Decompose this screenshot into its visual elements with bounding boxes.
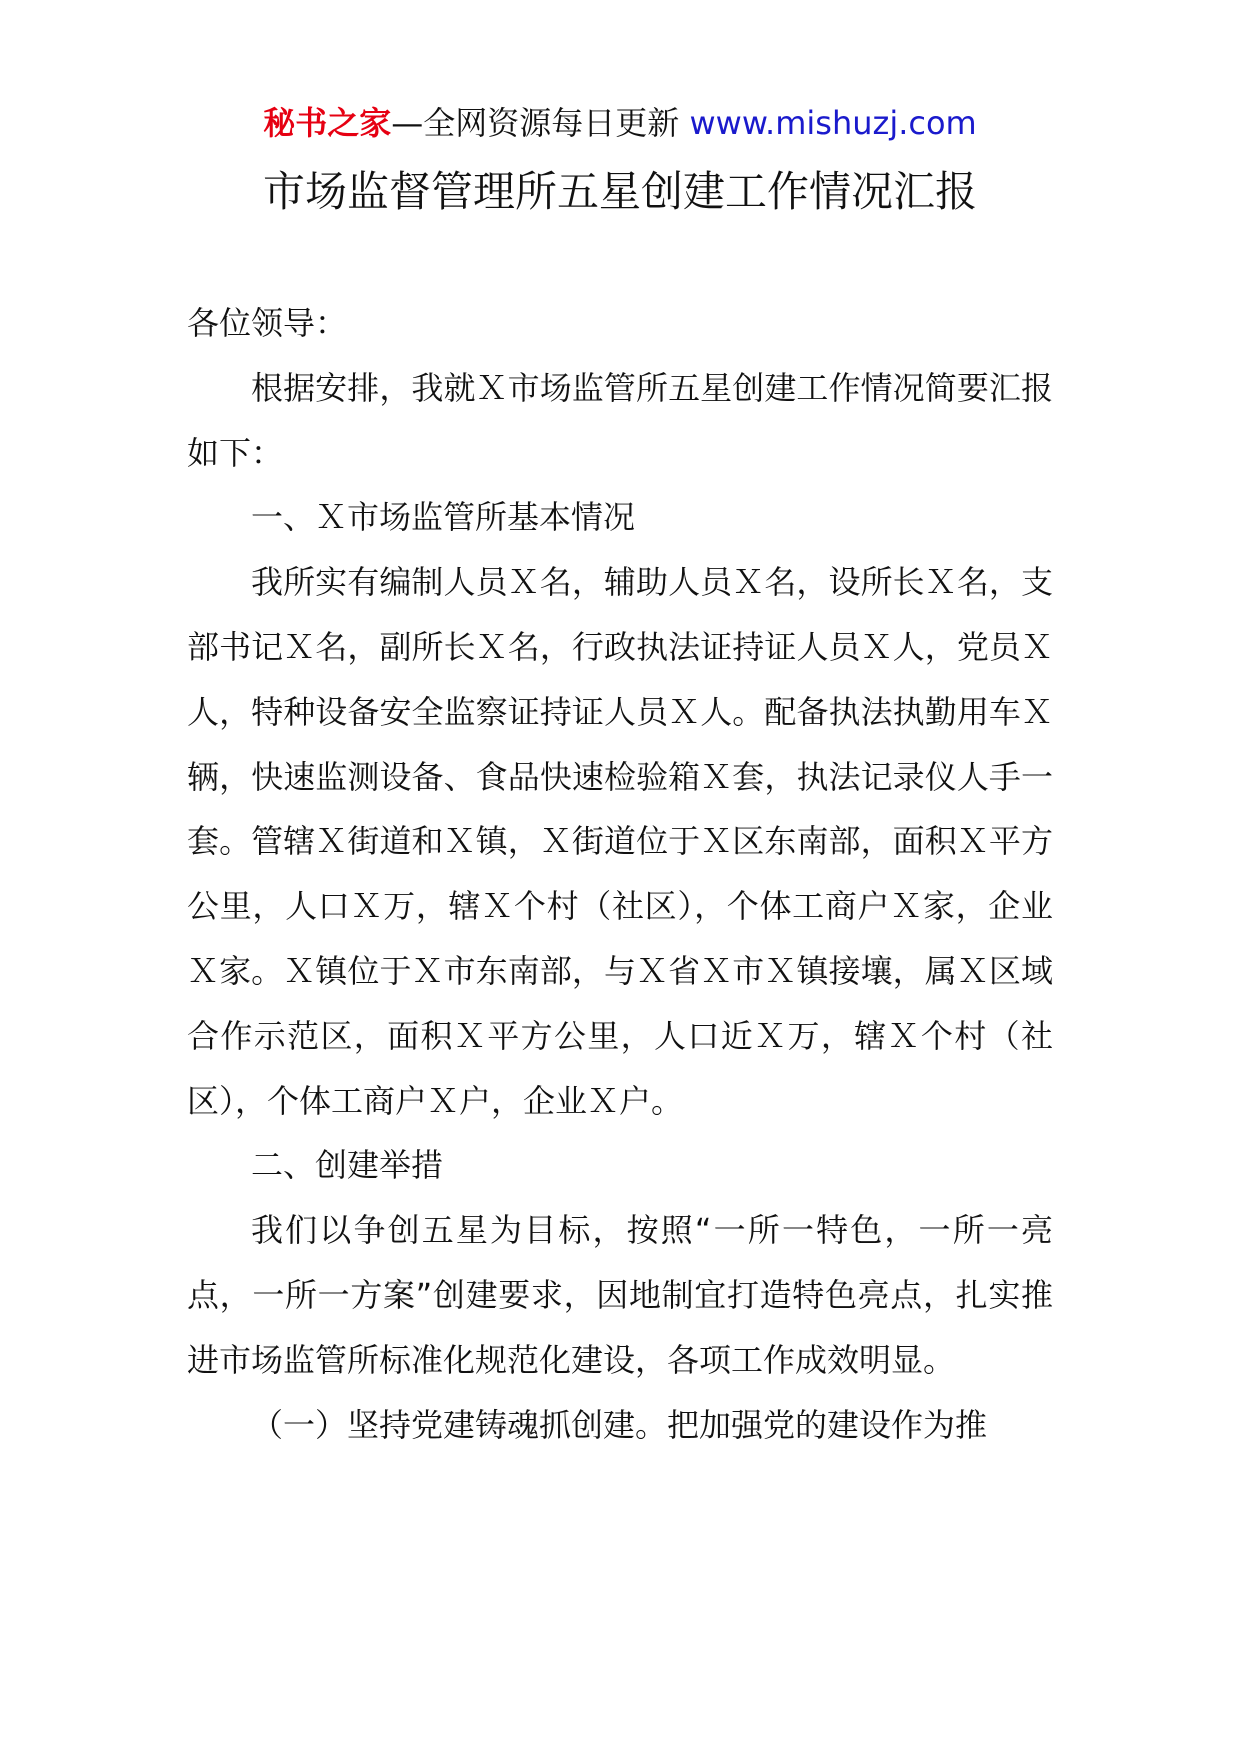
salutation: 各位领导： (187, 304, 348, 342)
section-heading-2: 二、创建举措 (251, 1146, 444, 1185)
document-title: 市场监督管理所五星创建工作情况汇报 (262, 167, 977, 216)
subsection-paragraph-1: （一）坚持党建铸魂抓创建。把加强党的建设作为推 (251, 1405, 988, 1444)
intro-paragraph: 根据安排，我就Ｘ市场监管所五星创建工作情况简要汇报如下： (187, 368, 1053, 472)
site-banner (0, 100, 1240, 146)
measures-paragraph: 我们以争创五星为目标，按照“一所一特色，一所一亮点，一所一方案”创建要求，因地制宜打造特色亮点，扎实推进市场监管所标准化规范化建设，各项工作成效明显。 (187, 1211, 1053, 1379)
banner-tagline: —全网资源每日更新 (391, 104, 680, 142)
section-heading-1: 一、Ｘ市场监管所基本情况 (251, 498, 636, 537)
brand-name: 秘书之家 (263, 104, 392, 142)
site-url-link[interactable]: www.mishuzj.com (689, 104, 977, 142)
document-body (187, 291, 1053, 1457)
basic-info-paragraph: 我所实有编制人员Ｘ名，辅助人员Ｘ名，设所长Ｘ名，支部书记Ｘ名，副所长Ｘ名，行政执法证持证人员Ｘ人，党员Ｘ人，特种设备安全监察证持证人员Ｘ人。配备执法执勤用车Ｘ辆，快速监测设备、食品快速检验箱Ｘ套，执法记录仪人手一套。管辖Ｘ街道和Ｘ镇，Ｘ街道位于Ｘ区东南部，面积Ｘ平方公里，人口Ｘ万，辖Ｘ个村（社区），个体工商户Ｘ家，企业Ｘ家。Ｘ镇位于Ｘ市东南部，与Ｘ省Ｘ市Ｘ镇接壤，属Ｘ区域合作示范区，面积Ｘ平方公里，人口近Ｘ万，辖Ｘ个村（社区），个体工商户Ｘ户，企业Ｘ户。 (187, 563, 1053, 1120)
